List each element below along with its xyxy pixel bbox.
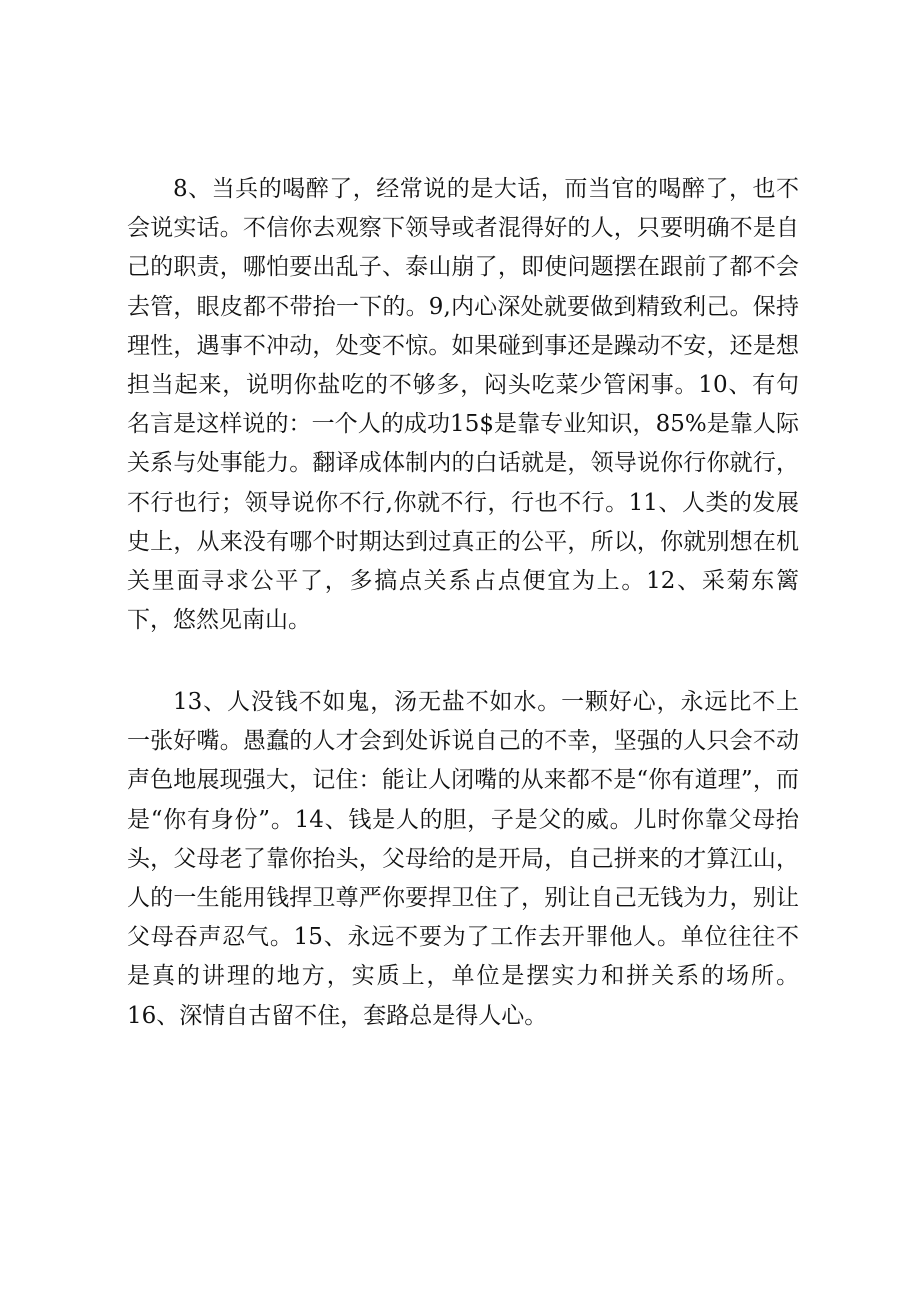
paragraph-1: 8、当兵的喝醉了，经常说的是大话，而当官的喝醉了，也不会说实话。不信你去观察下领导或者混得好的人，只要明确不是自己的职责，哪怕要出乱子、泰山崩了，即使问题摆在跟前了都不会去管，眼皮都不带抬一下的。9,内心深处就要做到精致利己。保持理性，遇事不冲动，处变不惊。如果碰到事还是躁动不安，还是想担当起来，说明你盐吃的不够多，闷头吃菜少管闲事。10、有句名言是这样说的：一个人的成功15$是靠专业知识，85%是靠人际关系与处事能力。翻译成体制内的白话就是，领导说你行你就行，不行也行；领导说你不行,你就不行，行也不行。11、人类的发展史上，从来没有哪个时期达到过真正的公平，所以，你就别想在机关里面寻求公平了，多搞点关系占点便宜为上。12、采菊东篱下，悠然见南山。 xyxy=(127,176,799,634)
paragraph-2: 13、人没钱不如鬼，汤无盐不如水。一颗好心，永远比不上一张好嘴。愚蠢的人才会到处诉说自己的不幸，坚强的人只会不动声色地展现强大，记住：能让人闭嘴的从来都不是“你有道理”，而是“你有身份”。14、钱是人的胆，子是父的威。儿时你靠父母抬头，父母老了靠你抬头，父母给的是开局，自己拼来的才算江山，人的一生能用钱捍卫尊严你要捍卫住了，别让自己无钱为力，别让父母吞声忍气。15、永远不要为了工作去开罪他人。单位往往不是真的讲理的地方，实质上，单位是摆实力和拼关系的场所。16、深情自古留不住，套路总是得人心。 xyxy=(127,689,799,1029)
